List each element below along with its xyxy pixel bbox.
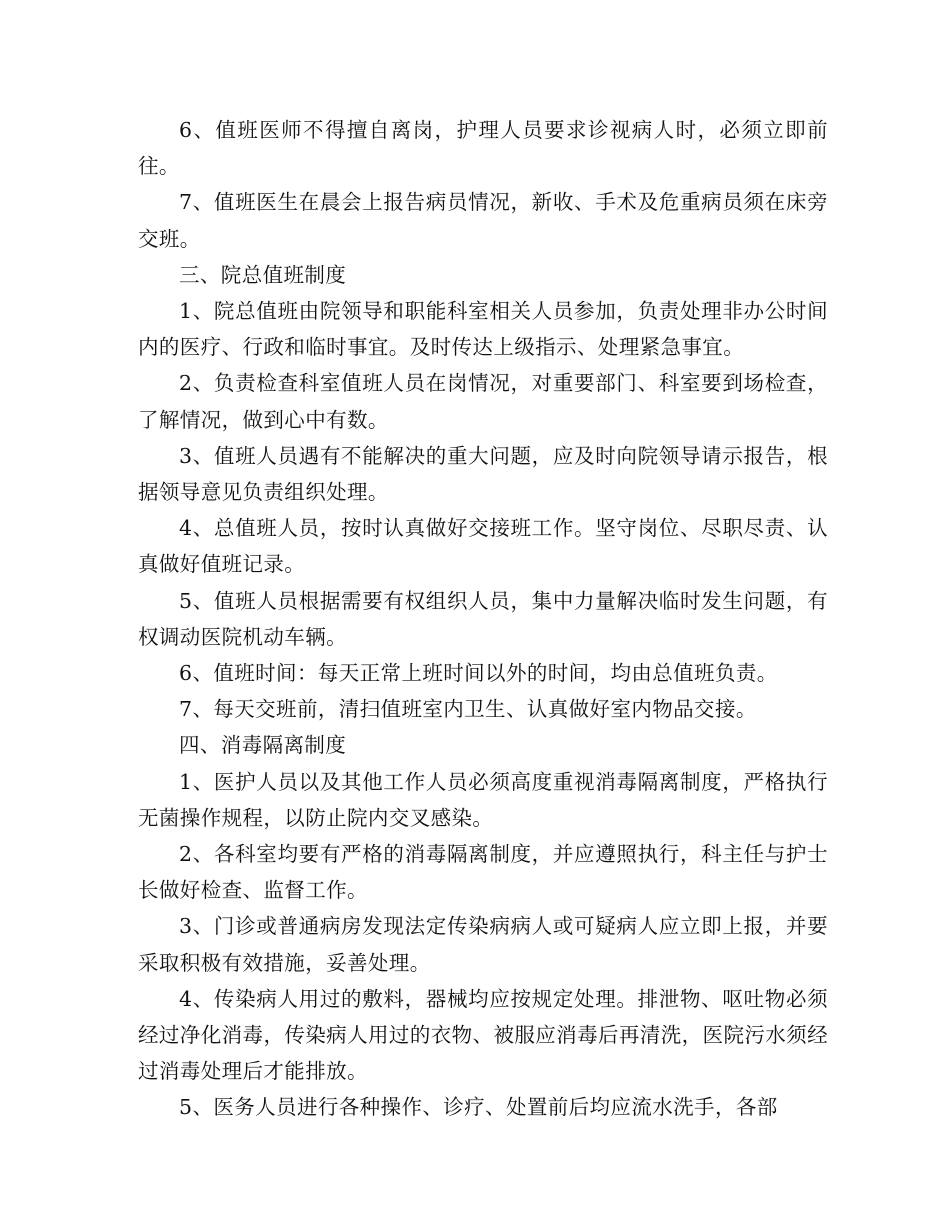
paragraph-hospital-duty-item-7: 7、每天交班前，清扫值班室内卫生、认真做好室内物品交接。 — [179, 697, 757, 722]
paragraph-disinfection-item-1: 1、医护人员以及其他工作人员必须高度重视消毒隔离制度，严格执行无菌操作规程，以防止院内交叉感染。 — [138, 769, 828, 830]
paragraph-duty-item-7: 7、值班医生在晨会上报告病员情况，新收、手术及危重病员须在床旁交班。 — [138, 190, 828, 251]
paragraph-disinfection-item-5: 5、医务人员进行各种操作、诊疗、处置前后均应流水洗手，各部 — [179, 1095, 778, 1120]
paragraph-duty-item-6: 6、值班医师不得擅自离岗，护理人员要求诊视病人时，必须立即前往。 — [138, 118, 828, 179]
section-heading-hospital-duty: 三、院总值班制度 — [179, 262, 347, 287]
paragraph-disinfection-item-3: 3、门诊或普通病房发现法定传染病病人或可疑病人应立即上报，并要采取积极有效措施，妥善处理。 — [138, 914, 828, 975]
paragraph-hospital-duty-item-1: 1、院总值班由院领导和职能科室相关人员参加，负责处理非办公时间内的医疗、行政和临时事宜。及时传达上级指示、处理紧急事宜。 — [138, 299, 828, 360]
paragraph-hospital-duty-item-4: 4、总值班人员，按时认真做好交接班工作。坚守岗位、尽职尽责、认真做好值班记录。 — [138, 516, 828, 577]
paragraph-hospital-duty-item-3: 3、值班人员遇有不能解决的重大问题，应及时向院领导请示报告，根据领导意见负责组织处理。 — [138, 443, 828, 505]
paragraph-hospital-duty-item-5: 5、值班人员根据需要有权组织人员，集中力量解决临时发生问题，有权调动医院机动车辆。 — [138, 588, 828, 649]
paragraph-hospital-duty-item-2: 2、负责检查科室值班人员在岗情况，对重要部门、科室要到场检查，了解情况，做到心中有数。 — [138, 371, 828, 432]
paragraph-disinfection-item-4: 4、传染病人用过的敷料，器械均应按规定处理。排泄物、呕吐物必须经过净化消毒，传染病人用过的衣物、被服应消毒后再清洗，医院污水须经过消毒处理后才能排放。 — [138, 986, 828, 1084]
section-heading-disinfection: 四、消毒隔离制度 — [179, 733, 347, 758]
paragraph-disinfection-item-2: 2、各科室均要有严格的消毒隔离制度，并应遵照执行，科主任与护士长做好检查、监督工作。 — [138, 842, 828, 903]
document-body — [138, 112, 828, 1126]
paragraph-hospital-duty-item-6: 6、值班时间：每天正常上班时间以外的时间，均由总值班负责。 — [179, 661, 778, 686]
